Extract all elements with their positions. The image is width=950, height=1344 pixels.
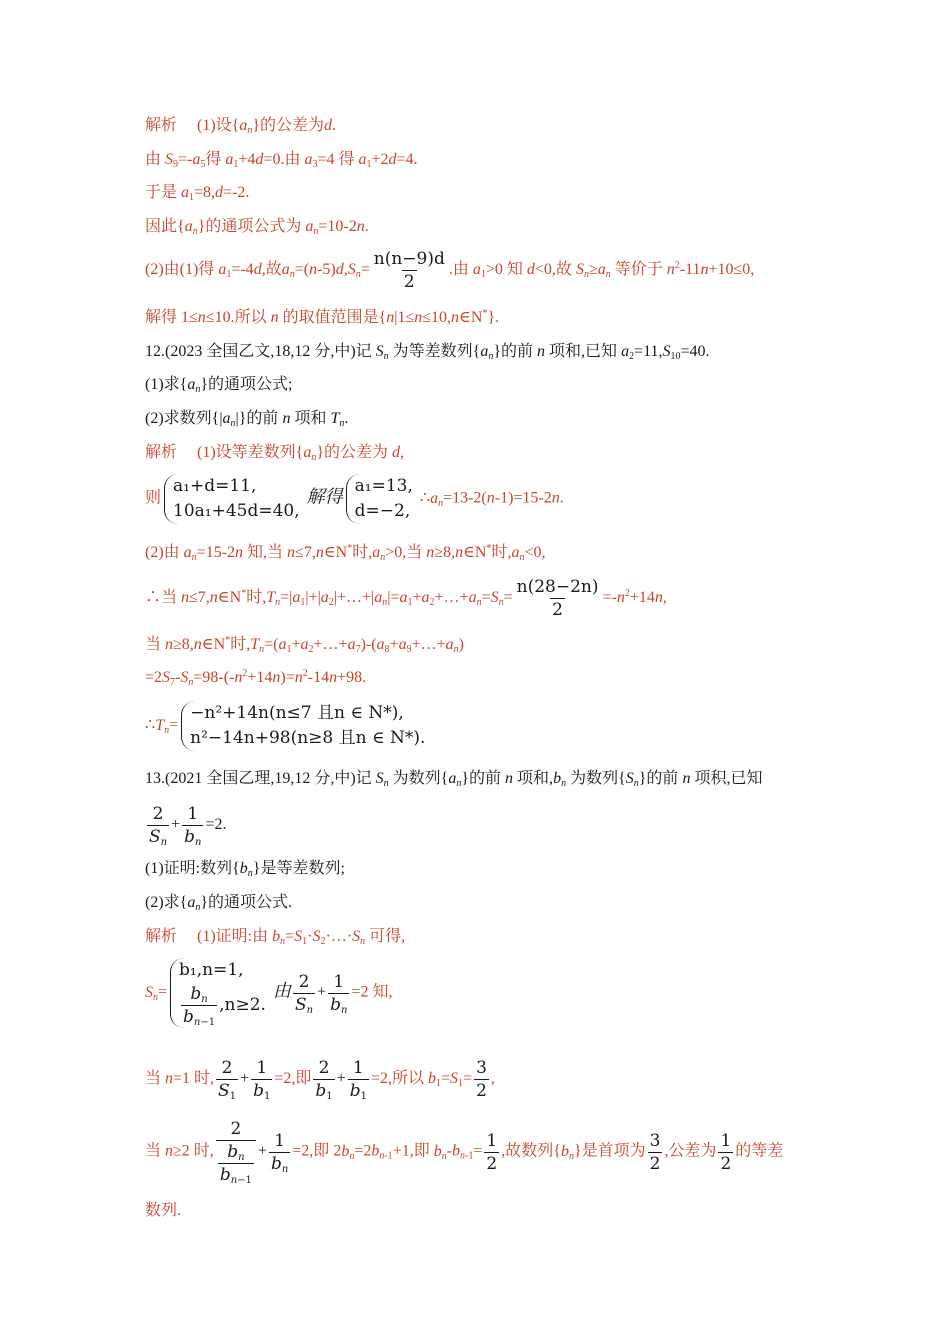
tn-fraction: $\frac{n(28-2n)}{2}$ xyxy=(516,577,599,620)
s11-line4: 因此$\{a_n\}$的通项公式为 $a_n=10-2n$. xyxy=(145,218,369,237)
q13-sol4: 当 n≥2 时, $\frac{2}{\frac{b_n}{b_{n-1}}}$ + $\frac{1}{b_n}$ =2,即 $2b_n=2b_{n-1}+1$,即 $b_n-b_{n-1}=$ $\frac{1}{2}$ ,故数列$\{b_n\}$是首项为 $\frac{3}{2}$ ,公差为 $\frac{1}{2}$ 的等差 xyxy=(145,1119,784,1186)
q12-sol5: $=2S_7-S_n=98-(-n^2+14n)=n^2-14n+98$. xyxy=(145,668,367,688)
solution-label: 解析 xyxy=(145,928,178,945)
q13-sol5: 数列. xyxy=(145,1202,182,1219)
s11-line5: (2)由(1)得 $a_1=-4d$,故$a_n=(n-5)d,S_n=$ $\frac{n(n-9)d}{2}$ .由 $a_1>0$ 知 d<0,故 $S_n\ge a_n$ 等价于 $n^2-11n+10\le 0$, xyxy=(145,249,755,292)
q12-sol3: ∴当 n≤7,n∈N*时$,T_n=|a_1|+|a_2|+\dots+|a_n|=a_1+a_2+\dots+a_n=S_n=$ $\frac{n(28-2n)}{2}$ $=-n^2+14n$, xyxy=(145,577,667,620)
q13-sol1: 解析 (1)证明:由 $b_n=S_1\cdot S_2\cdot\dots\cdot S_n$ 可得, xyxy=(145,928,406,947)
q12-sol2: (2)由 $a_n=15-2n$ 知,当 n≤7,n∈N*时$,a_n>0$,当 n≥8,n∈N*时$,a_n<0$, xyxy=(145,543,546,563)
s11-line2: 由 $S_9=-a_5$得 $a_1+4d=0$.由 $a_3=4$ 得 $a_1+2d=4$. xyxy=(145,151,418,170)
q12-stem: 12.(2023 全国乙文,18,12 分,中)记 $S_n$ 为等差数列$\{a_n\}$的前 n 项和,已知 $a_2=11,S_{10}=40$. xyxy=(145,343,710,362)
q12-sol1: 解析 (1)设等差数列$\{a_n\}$的公差为 d, xyxy=(145,444,405,463)
solution-label: 解析 xyxy=(145,444,178,461)
q13-piecewise-line: $S_n=$ b₁,n=1, $\frac{b_n}{b_{n-1}}$ ,n≥2. 由 $\frac{2}{S_n}$ + $\frac{1}{b_n}$ =2 知, xyxy=(145,960,393,1028)
q13-part1: (1)证明:数列$\{b_n\}$是等差数列; xyxy=(145,860,345,879)
q13-condition: $\frac{2}{S_n}$ + $\frac{1}{b_n}$ =2. xyxy=(149,804,227,848)
s11-line1: 解析 (1)设$\{a_n\}$的公差为d. xyxy=(145,117,337,136)
equation-system-1: a₁+d=11, 10a₁+45d=40, xyxy=(164,474,304,524)
equation-system-2: a₁=13, d=−2, xyxy=(346,474,417,524)
q12-piecewise-line: $\therefore T_n=$ −n²+14n(n≤7 且n ∈ N*), n²−14n+98(n≥8 且n ∈ N*). xyxy=(145,701,432,751)
sn-fraction: $\frac{n(n-9)d}{2}$ xyxy=(373,249,445,292)
q13-sol3: 当 n=1 时, $\frac{2}{S_1}$ + $\frac{1}{b_1}$ =2,即 $\frac{2}{b_1}$ + $\frac{1}{b_1}$ =2,所以 $b_1=S_1=$ $\frac{3}{2}$ , xyxy=(145,1058,495,1102)
s11-line6: 解得 1≤n≤10.所以 n 的取值范围是{n|1≤n≤10,n∈N*}. xyxy=(145,308,500,326)
sn-piecewise: b₁,n=1, $\frac{b_n}{b_{n-1}}$ ,n≥2. xyxy=(170,958,270,1028)
q12-sol4: 当 n≥8,n∈N*时$,T_n=(a_1+a_2+\dots+a_7)-(a_8+a_9+\dots+a_n)$ xyxy=(145,635,464,655)
q12-part2: (2)求数列$\{|a_n|\}$的前 n 项和 $T_n$. xyxy=(145,410,349,429)
q13-part2: (2)求$\{a_n\}$的通项公式. xyxy=(145,894,293,913)
q13-stem: 13.(2021 全国乙理,19,12 分,中)记 $S_n$ 为数列$\{a_n\}$的前 n 项和$,b_n$ 为数列$\{S_n\}$的前 n 项积,已知 xyxy=(145,770,763,789)
s11-line3: 于是 $a_1=8,d=-2$. xyxy=(145,184,250,203)
q12-part1: (1)求$\{a_n\}$的通项公式; xyxy=(145,376,293,395)
q12-system-line: 则 a₁+d=11, 10a₁+45d=40, 解得 a₁=13, d=−2, $\therefore a_n=13-2(n-1)=15-2n$. xyxy=(145,474,564,524)
tn-piecewise: −n²+14n(n≤7 且n ∈ N*), n²−14n+98(n≥8 且n ∈ N*). xyxy=(181,701,429,751)
solution-label: 解析 xyxy=(145,117,178,134)
